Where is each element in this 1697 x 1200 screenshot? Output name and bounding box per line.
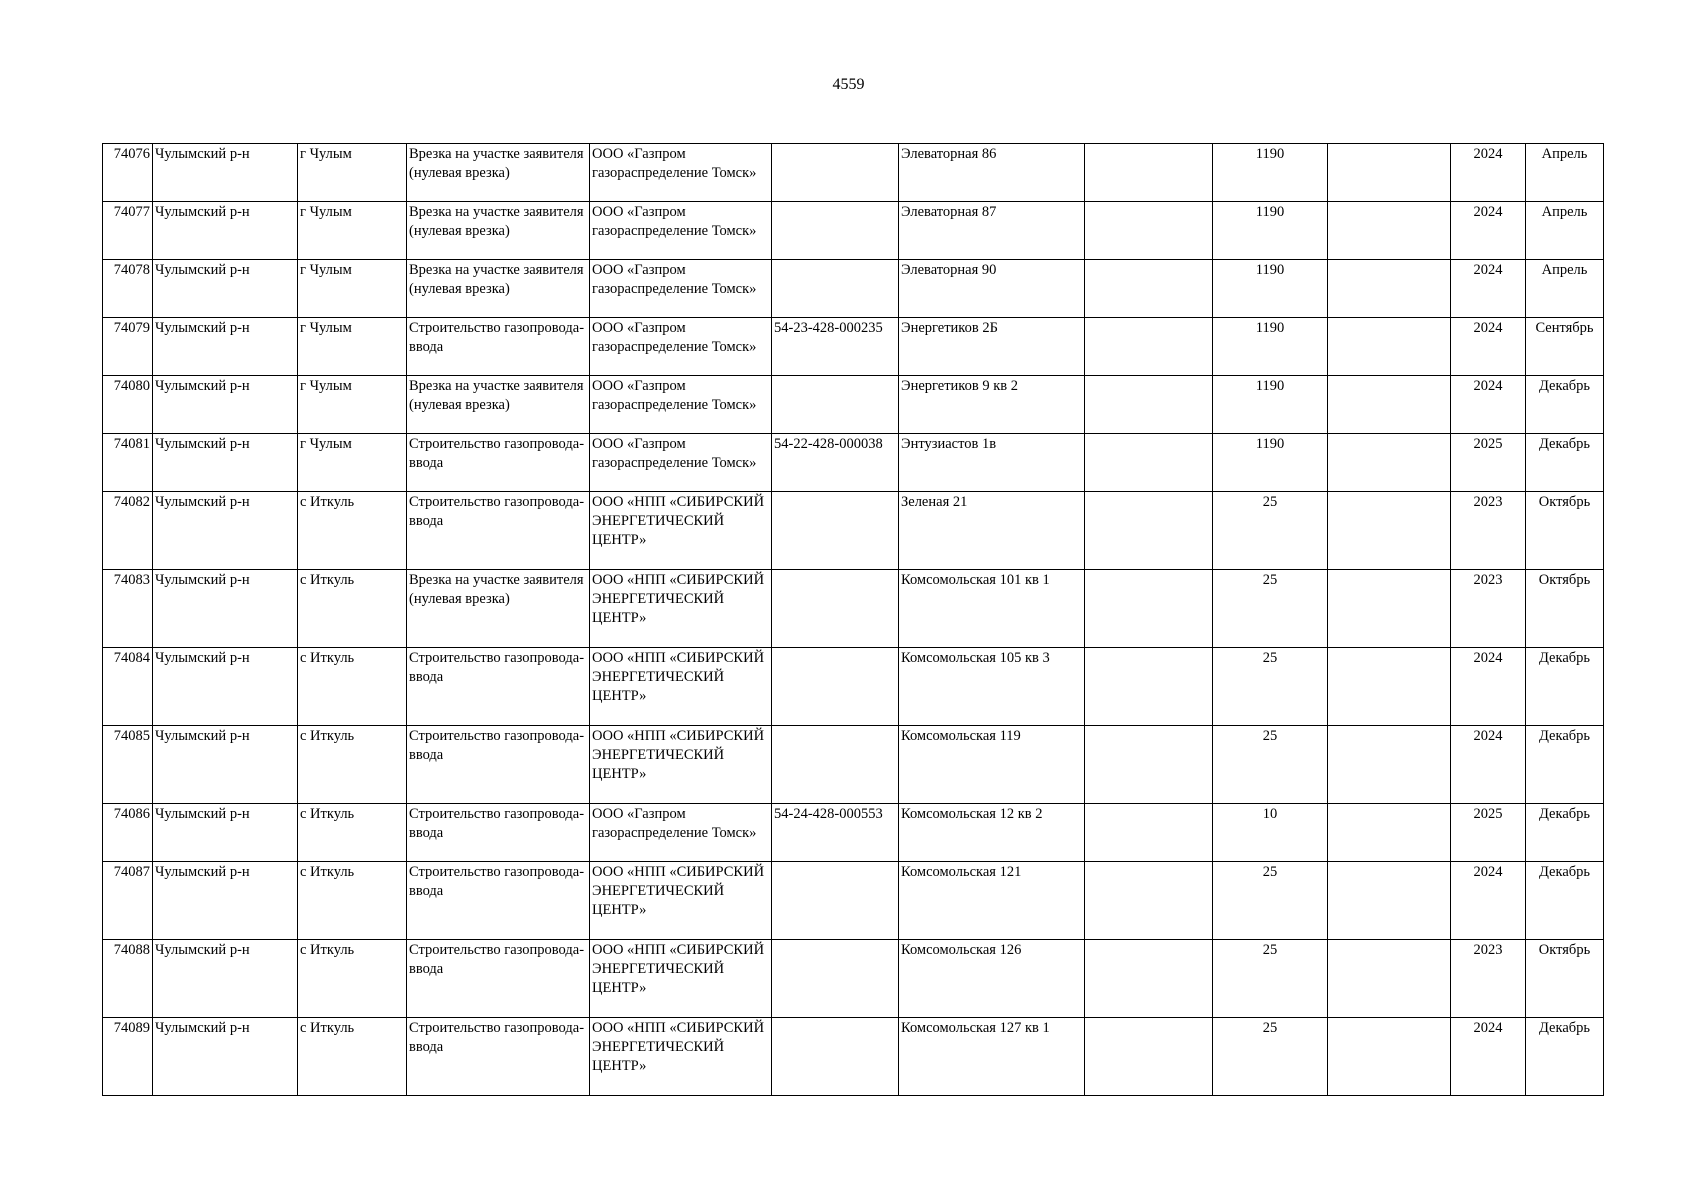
table-row — [103, 492, 1604, 570]
cell-power: 25 — [1213, 862, 1328, 940]
cell-work-type: Строительство газопровода-ввода — [407, 940, 590, 1018]
cell-district: Чулымский р-н — [153, 260, 298, 318]
cell-month: Декабрь — [1526, 376, 1604, 434]
cell-address: Энергетиков 2Б — [899, 318, 1085, 376]
cell-district: Чулымский р-н — [153, 862, 298, 940]
cell-work-type: Врезка на участке заявителя (нулевая врезка) — [407, 260, 590, 318]
cell-blank — [1328, 202, 1451, 260]
cell-extra — [1085, 1018, 1213, 1096]
cell-id: 74080 — [103, 376, 153, 434]
cell-id: 74079 — [103, 318, 153, 376]
cell-organization: ООО «НПП «СИБИРСКИЙ ЭНЕРГЕТИЧЕСКИЙ ЦЕНТР» — [590, 648, 772, 726]
cell-settlement: с Иткуль — [298, 726, 407, 804]
cell-work-type: Строительство газопровода-ввода — [407, 804, 590, 862]
cell-district: Чулымский р-н — [153, 648, 298, 726]
cell-work-type: Врезка на участке заявителя (нулевая врезка) — [407, 144, 590, 202]
cell-month: Октябрь — [1526, 940, 1604, 1018]
cell-work-type: Строительство газопровода-ввода — [407, 492, 590, 570]
cell-settlement: г Чулым — [298, 202, 407, 260]
cell-code — [772, 648, 899, 726]
cell-year: 2024 — [1451, 862, 1526, 940]
cell-code — [772, 1018, 899, 1096]
cell-power: 10 — [1213, 804, 1328, 862]
cell-month: Декабрь — [1526, 648, 1604, 726]
table-row — [103, 648, 1604, 726]
cell-id: 74078 — [103, 260, 153, 318]
cell-settlement: с Иткуль — [298, 804, 407, 862]
table-row — [103, 1018, 1604, 1096]
cell-work-type: Строительство газопровода-ввода — [407, 726, 590, 804]
cell-power: 1190 — [1213, 202, 1328, 260]
cell-blank — [1328, 940, 1451, 1018]
cell-address: Элеваторная 87 — [899, 202, 1085, 260]
cell-blank — [1328, 570, 1451, 648]
cell-code: 54-24-428-000553 — [772, 804, 899, 862]
cell-work-type: Строительство газопровода-ввода — [407, 648, 590, 726]
table-row — [103, 144, 1604, 202]
cell-month: Декабрь — [1526, 726, 1604, 804]
cell-id: 74076 — [103, 144, 153, 202]
table-row — [103, 726, 1604, 804]
cell-power: 25 — [1213, 940, 1328, 1018]
cell-settlement: с Иткуль — [298, 492, 407, 570]
cell-year: 2024 — [1451, 376, 1526, 434]
cell-extra — [1085, 492, 1213, 570]
cell-organization: ООО «Газпром газораспределение Томск» — [590, 376, 772, 434]
cell-address: Комсомольская 121 — [899, 862, 1085, 940]
cell-settlement: г Чулым — [298, 260, 407, 318]
cell-work-type: Врезка на участке заявителя (нулевая врезка) — [407, 202, 590, 260]
cell-code — [772, 144, 899, 202]
cell-blank — [1328, 1018, 1451, 1096]
cell-district: Чулымский р-н — [153, 434, 298, 492]
cell-month: Декабрь — [1526, 862, 1604, 940]
cell-power: 25 — [1213, 648, 1328, 726]
cell-district: Чулымский р-н — [153, 492, 298, 570]
cell-year: 2023 — [1451, 940, 1526, 1018]
cell-address: Элеваторная 86 — [899, 144, 1085, 202]
cell-month: Апрель — [1526, 202, 1604, 260]
cell-work-type: Врезка на участке заявителя (нулевая врезка) — [407, 376, 590, 434]
cell-organization: ООО «Газпром газораспределение Томск» — [590, 804, 772, 862]
cell-extra — [1085, 726, 1213, 804]
cell-organization: ООО «НПП «СИБИРСКИЙ ЭНЕРГЕТИЧЕСКИЙ ЦЕНТР» — [590, 862, 772, 940]
cell-extra — [1085, 376, 1213, 434]
cell-id: 74083 — [103, 570, 153, 648]
cell-blank — [1328, 648, 1451, 726]
table-row — [103, 318, 1604, 376]
cell-month: Октябрь — [1526, 492, 1604, 570]
cell-extra — [1085, 940, 1213, 1018]
cell-code — [772, 726, 899, 804]
cell-organization: ООО «НПП «СИБИРСКИЙ ЭНЕРГЕТИЧЕСКИЙ ЦЕНТР» — [590, 726, 772, 804]
cell-organization: ООО «Газпром газораспределение Томск» — [590, 144, 772, 202]
cell-settlement: г Чулым — [298, 376, 407, 434]
cell-blank — [1328, 492, 1451, 570]
cell-district: Чулымский р-н — [153, 318, 298, 376]
cell-code: 54-22-428-000038 — [772, 434, 899, 492]
cell-code — [772, 202, 899, 260]
cell-power: 1190 — [1213, 260, 1328, 318]
cell-code — [772, 492, 899, 570]
cell-power: 1190 — [1213, 434, 1328, 492]
cell-code — [772, 260, 899, 318]
cell-work-type: Строительство газопровода-ввода — [407, 862, 590, 940]
cell-month: Декабрь — [1526, 434, 1604, 492]
cell-year: 2024 — [1451, 260, 1526, 318]
cell-address: Энтузиастов 1в — [899, 434, 1085, 492]
cell-id: 74086 — [103, 804, 153, 862]
cell-organization: ООО «НПП «СИБИРСКИЙ ЭНЕРГЕТИЧЕСКИЙ ЦЕНТР» — [590, 1018, 772, 1096]
cell-month: Апрель — [1526, 144, 1604, 202]
cell-power: 25 — [1213, 570, 1328, 648]
cell-address: Зеленая 21 — [899, 492, 1085, 570]
cell-settlement: с Иткуль — [298, 648, 407, 726]
cell-code — [772, 376, 899, 434]
cell-month: Апрель — [1526, 260, 1604, 318]
cell-address: Энергетиков 9 кв 2 — [899, 376, 1085, 434]
registry-table — [102, 143, 1604, 1096]
cell-organization: ООО «Газпром газораспределение Томск» — [590, 202, 772, 260]
cell-district: Чулымский р-н — [153, 570, 298, 648]
cell-blank — [1328, 260, 1451, 318]
cell-extra — [1085, 648, 1213, 726]
cell-extra — [1085, 318, 1213, 376]
cell-district: Чулымский р-н — [153, 376, 298, 434]
cell-organization: ООО «Газпром газораспределение Томск» — [590, 260, 772, 318]
cell-district: Чулымский р-н — [153, 144, 298, 202]
cell-work-type: Строительство газопровода-ввода — [407, 318, 590, 376]
cell-district: Чулымский р-н — [153, 726, 298, 804]
table-row — [103, 434, 1604, 492]
cell-organization: ООО «НПП «СИБИРСКИЙ ЭНЕРГЕТИЧЕСКИЙ ЦЕНТР» — [590, 940, 772, 1018]
cell-blank — [1328, 376, 1451, 434]
cell-id: 74084 — [103, 648, 153, 726]
cell-year: 2023 — [1451, 492, 1526, 570]
cell-year: 2024 — [1451, 648, 1526, 726]
cell-address: Комсомольская 126 — [899, 940, 1085, 1018]
cell-id: 74088 — [103, 940, 153, 1018]
cell-address: Комсомольская 105 кв 3 — [899, 648, 1085, 726]
cell-settlement: г Чулым — [298, 144, 407, 202]
cell-work-type: Строительство газопровода-ввода — [407, 1018, 590, 1096]
cell-district: Чулымский р-н — [153, 1018, 298, 1096]
table-row — [103, 804, 1604, 862]
cell-month: Декабрь — [1526, 1018, 1604, 1096]
cell-year: 2025 — [1451, 434, 1526, 492]
table-row — [103, 202, 1604, 260]
cell-id: 74077 — [103, 202, 153, 260]
cell-address: Комсомольская 119 — [899, 726, 1085, 804]
cell-organization: ООО «НПП «СИБИРСКИЙ ЭНЕРГЕТИЧЕСКИЙ ЦЕНТР» — [590, 570, 772, 648]
cell-settlement: с Иткуль — [298, 862, 407, 940]
table-row — [103, 376, 1604, 434]
cell-district: Чулымский р-н — [153, 202, 298, 260]
cell-year: 2024 — [1451, 318, 1526, 376]
cell-extra — [1085, 862, 1213, 940]
cell-blank — [1328, 318, 1451, 376]
cell-work-type: Врезка на участке заявителя (нулевая врезка) — [407, 570, 590, 648]
cell-organization: ООО «Газпром газораспределение Томск» — [590, 434, 772, 492]
cell-extra — [1085, 804, 1213, 862]
cell-power: 1190 — [1213, 144, 1328, 202]
cell-power: 1190 — [1213, 376, 1328, 434]
cell-id: 74082 — [103, 492, 153, 570]
cell-id: 74087 — [103, 862, 153, 940]
cell-power: 25 — [1213, 492, 1328, 570]
table-row — [103, 570, 1604, 648]
cell-address: Комсомольская 101 кв 1 — [899, 570, 1085, 648]
cell-month: Сентябрь — [1526, 318, 1604, 376]
cell-district: Чулымский р-н — [153, 940, 298, 1018]
cell-organization: ООО «НПП «СИБИРСКИЙ ЭНЕРГЕТИЧЕСКИЙ ЦЕНТР» — [590, 492, 772, 570]
cell-month: Декабрь — [1526, 804, 1604, 862]
cell-address: Комсомольская 127 кв 1 — [899, 1018, 1085, 1096]
cell-id: 74085 — [103, 726, 153, 804]
cell-power: 25 — [1213, 1018, 1328, 1096]
cell-year: 2024 — [1451, 726, 1526, 804]
table-row — [103, 260, 1604, 318]
cell-power: 25 — [1213, 726, 1328, 804]
cell-year: 2025 — [1451, 804, 1526, 862]
cell-address: Элеваторная 90 — [899, 260, 1085, 318]
cell-organization: ООО «Газпром газораспределение Томск» — [590, 318, 772, 376]
cell-code — [772, 570, 899, 648]
cell-work-type: Строительство газопровода-ввода — [407, 434, 590, 492]
cell-code — [772, 862, 899, 940]
cell-settlement: с Иткуль — [298, 940, 407, 1018]
cell-code: 54-23-428-000235 — [772, 318, 899, 376]
cell-id: 74081 — [103, 434, 153, 492]
page-number: 4559 — [832, 76, 865, 93]
cell-power: 1190 — [1213, 318, 1328, 376]
cell-year: 2024 — [1451, 1018, 1526, 1096]
cell-blank — [1328, 726, 1451, 804]
cell-year: 2023 — [1451, 570, 1526, 648]
cell-extra — [1085, 260, 1213, 318]
cell-code — [772, 940, 899, 1018]
cell-blank — [1328, 862, 1451, 940]
cell-blank — [1328, 804, 1451, 862]
cell-extra — [1085, 144, 1213, 202]
cell-extra — [1085, 570, 1213, 648]
cell-year: 2024 — [1451, 202, 1526, 260]
table-row — [103, 940, 1604, 1018]
cell-blank — [1328, 434, 1451, 492]
cell-settlement: г Чулым — [298, 434, 407, 492]
table-body — [103, 144, 1604, 1096]
cell-blank — [1328, 144, 1451, 202]
cell-extra — [1085, 202, 1213, 260]
cell-year: 2024 — [1451, 144, 1526, 202]
cell-settlement: с Иткуль — [298, 1018, 407, 1096]
table-row — [103, 862, 1604, 940]
cell-settlement: с Иткуль — [298, 570, 407, 648]
cell-extra — [1085, 434, 1213, 492]
cell-address: Комсомольская 12 кв 2 — [899, 804, 1085, 862]
cell-id: 74089 — [103, 1018, 153, 1096]
cell-settlement: г Чулым — [298, 318, 407, 376]
cell-district: Чулымский р-н — [153, 804, 298, 862]
cell-month: Октябрь — [1526, 570, 1604, 648]
